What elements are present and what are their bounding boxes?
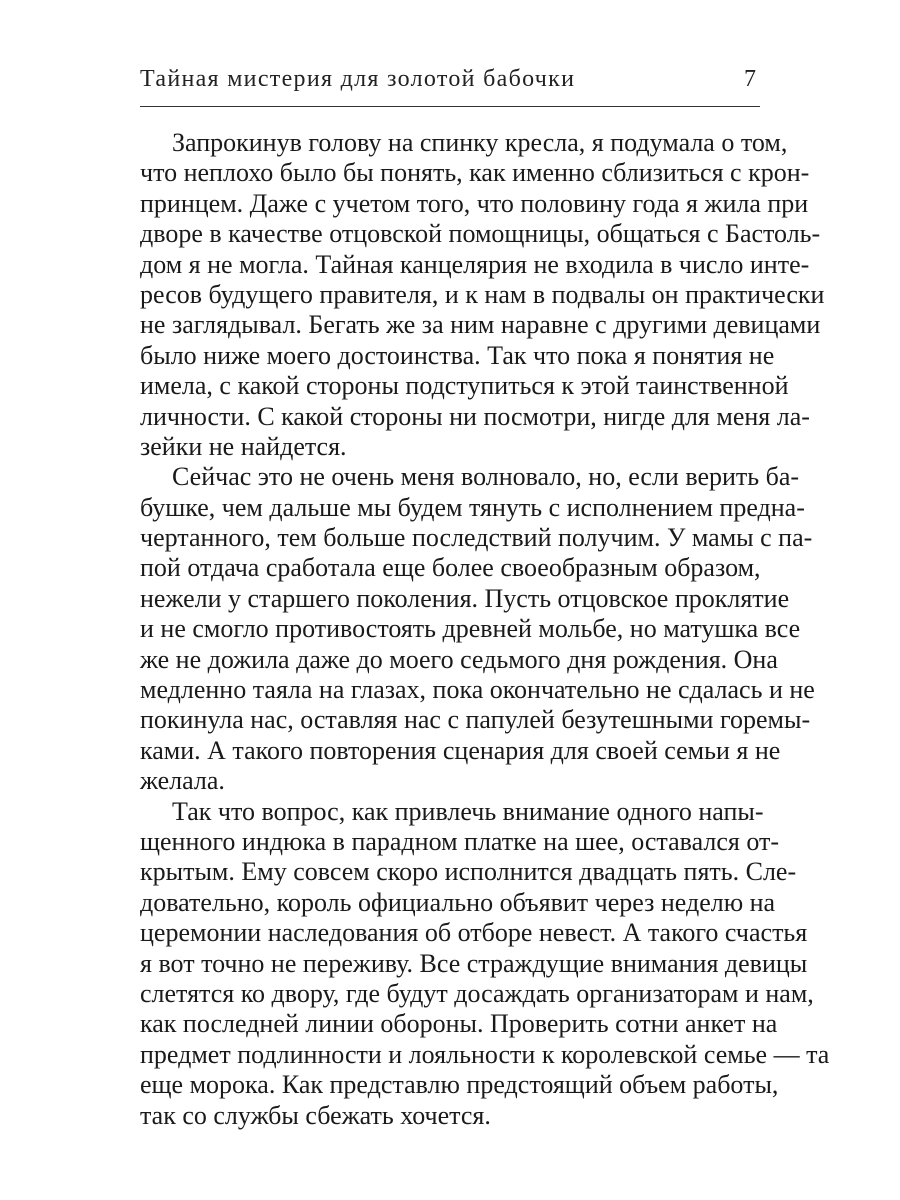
text-line: нежели у старшего поколения. Пусть отцовское проклятие	[140, 583, 790, 613]
text-line: медленно таяла на глазах, пока окончательно не сдалась и не	[140, 675, 815, 705]
text-line: довательно, король официально объявит через неделю на	[140, 887, 776, 917]
text-line: ками. А такого повторения сценария для своей семьи я не	[140, 735, 781, 765]
text-line: щенного индюка в парадном платке на шее, оставался от-	[140, 826, 779, 856]
text-line: церемонии наследования об отборе невест. А такого счастья	[140, 918, 808, 948]
paragraph-3	[140, 796, 830, 1131]
paragraph-2	[140, 462, 815, 796]
text-line: не заглядывал. Бегать же за ним наравне с другими девицами	[140, 310, 821, 340]
text-line: желала.	[140, 766, 225, 796]
text-line: было ниже моего достоинства. Так что пока я понятия не	[140, 340, 775, 370]
text-line: как последней линии обороны. Проверить сотни анкет на	[140, 1009, 778, 1039]
text-line: пой отдача сработала еще более своеобразным образом,	[140, 553, 761, 583]
text-line: дом я не могла. Тайная канцелярия не входила в число инте-	[140, 249, 810, 279]
text-line: чертанного, тем больше последствий получим. У мамы с па-	[140, 523, 813, 553]
text-line: бушке, чем дальше мы будем тянуть с исполнением предна-	[140, 492, 805, 522]
text-line: Запрокинув голову на спинку кресла, я подумала о том,	[172, 128, 788, 157]
text-line: ресов будущего правителя, и к нам в подвалы он практически	[140, 279, 825, 309]
text-line: зейки не найдется.	[140, 431, 347, 461]
text-line: слетятся ко двору, где будут досаждать организаторам и нам,	[140, 978, 814, 1008]
page-number: 7	[744, 66, 756, 92]
text-line: покинула нас, оставляя нас с папулей безутешными горемы-	[140, 705, 811, 735]
text-line: Сейчас это не очень меня волновало, но, если верить ба-	[172, 462, 800, 492]
text-line: так со службы сбежать хочется.	[140, 1100, 491, 1130]
running-header	[140, 66, 760, 100]
book-title: Тайная мистерия для золотой бабочки	[140, 66, 576, 92]
text-line: принцем. Даже с учетом того, что половину года я жила при	[140, 188, 809, 218]
text-line: личности. С какой стороны ни посмотри, нигде для меня ла-	[140, 401, 810, 431]
text-line: дворе в качестве отцовской помощницы, общаться с Бастоль-	[140, 219, 821, 249]
text-line: еще морока. Как представлю предстоящий объем работы,	[140, 1070, 779, 1100]
text-line: имела, с какой стороны подступиться к этой таинственной	[140, 371, 789, 401]
text-line: Так что вопрос, как привлечь внимание одного напы-	[172, 796, 764, 826]
body-text	[140, 128, 830, 1131]
text-line: предмет подлинности и лояльности к королевской семье — та	[140, 1039, 830, 1069]
text-line: и не смогло противостоять древней мольбе, но матушка все	[140, 614, 801, 644]
text-line: же не дожила даже до моего седьмого дня рождения. Она	[140, 644, 778, 674]
text-line: что неплохо было бы понять, как именно сблизиться с крон-	[140, 158, 810, 188]
header-rule	[140, 106, 760, 107]
paragraph-1	[140, 128, 825, 462]
text-line: крытым. Ему совсем скоро исполнится двадцать пять. Сле-	[140, 857, 797, 887]
text-line: я вот точно не переживу. Все страждущие внимания девицы	[140, 948, 808, 978]
